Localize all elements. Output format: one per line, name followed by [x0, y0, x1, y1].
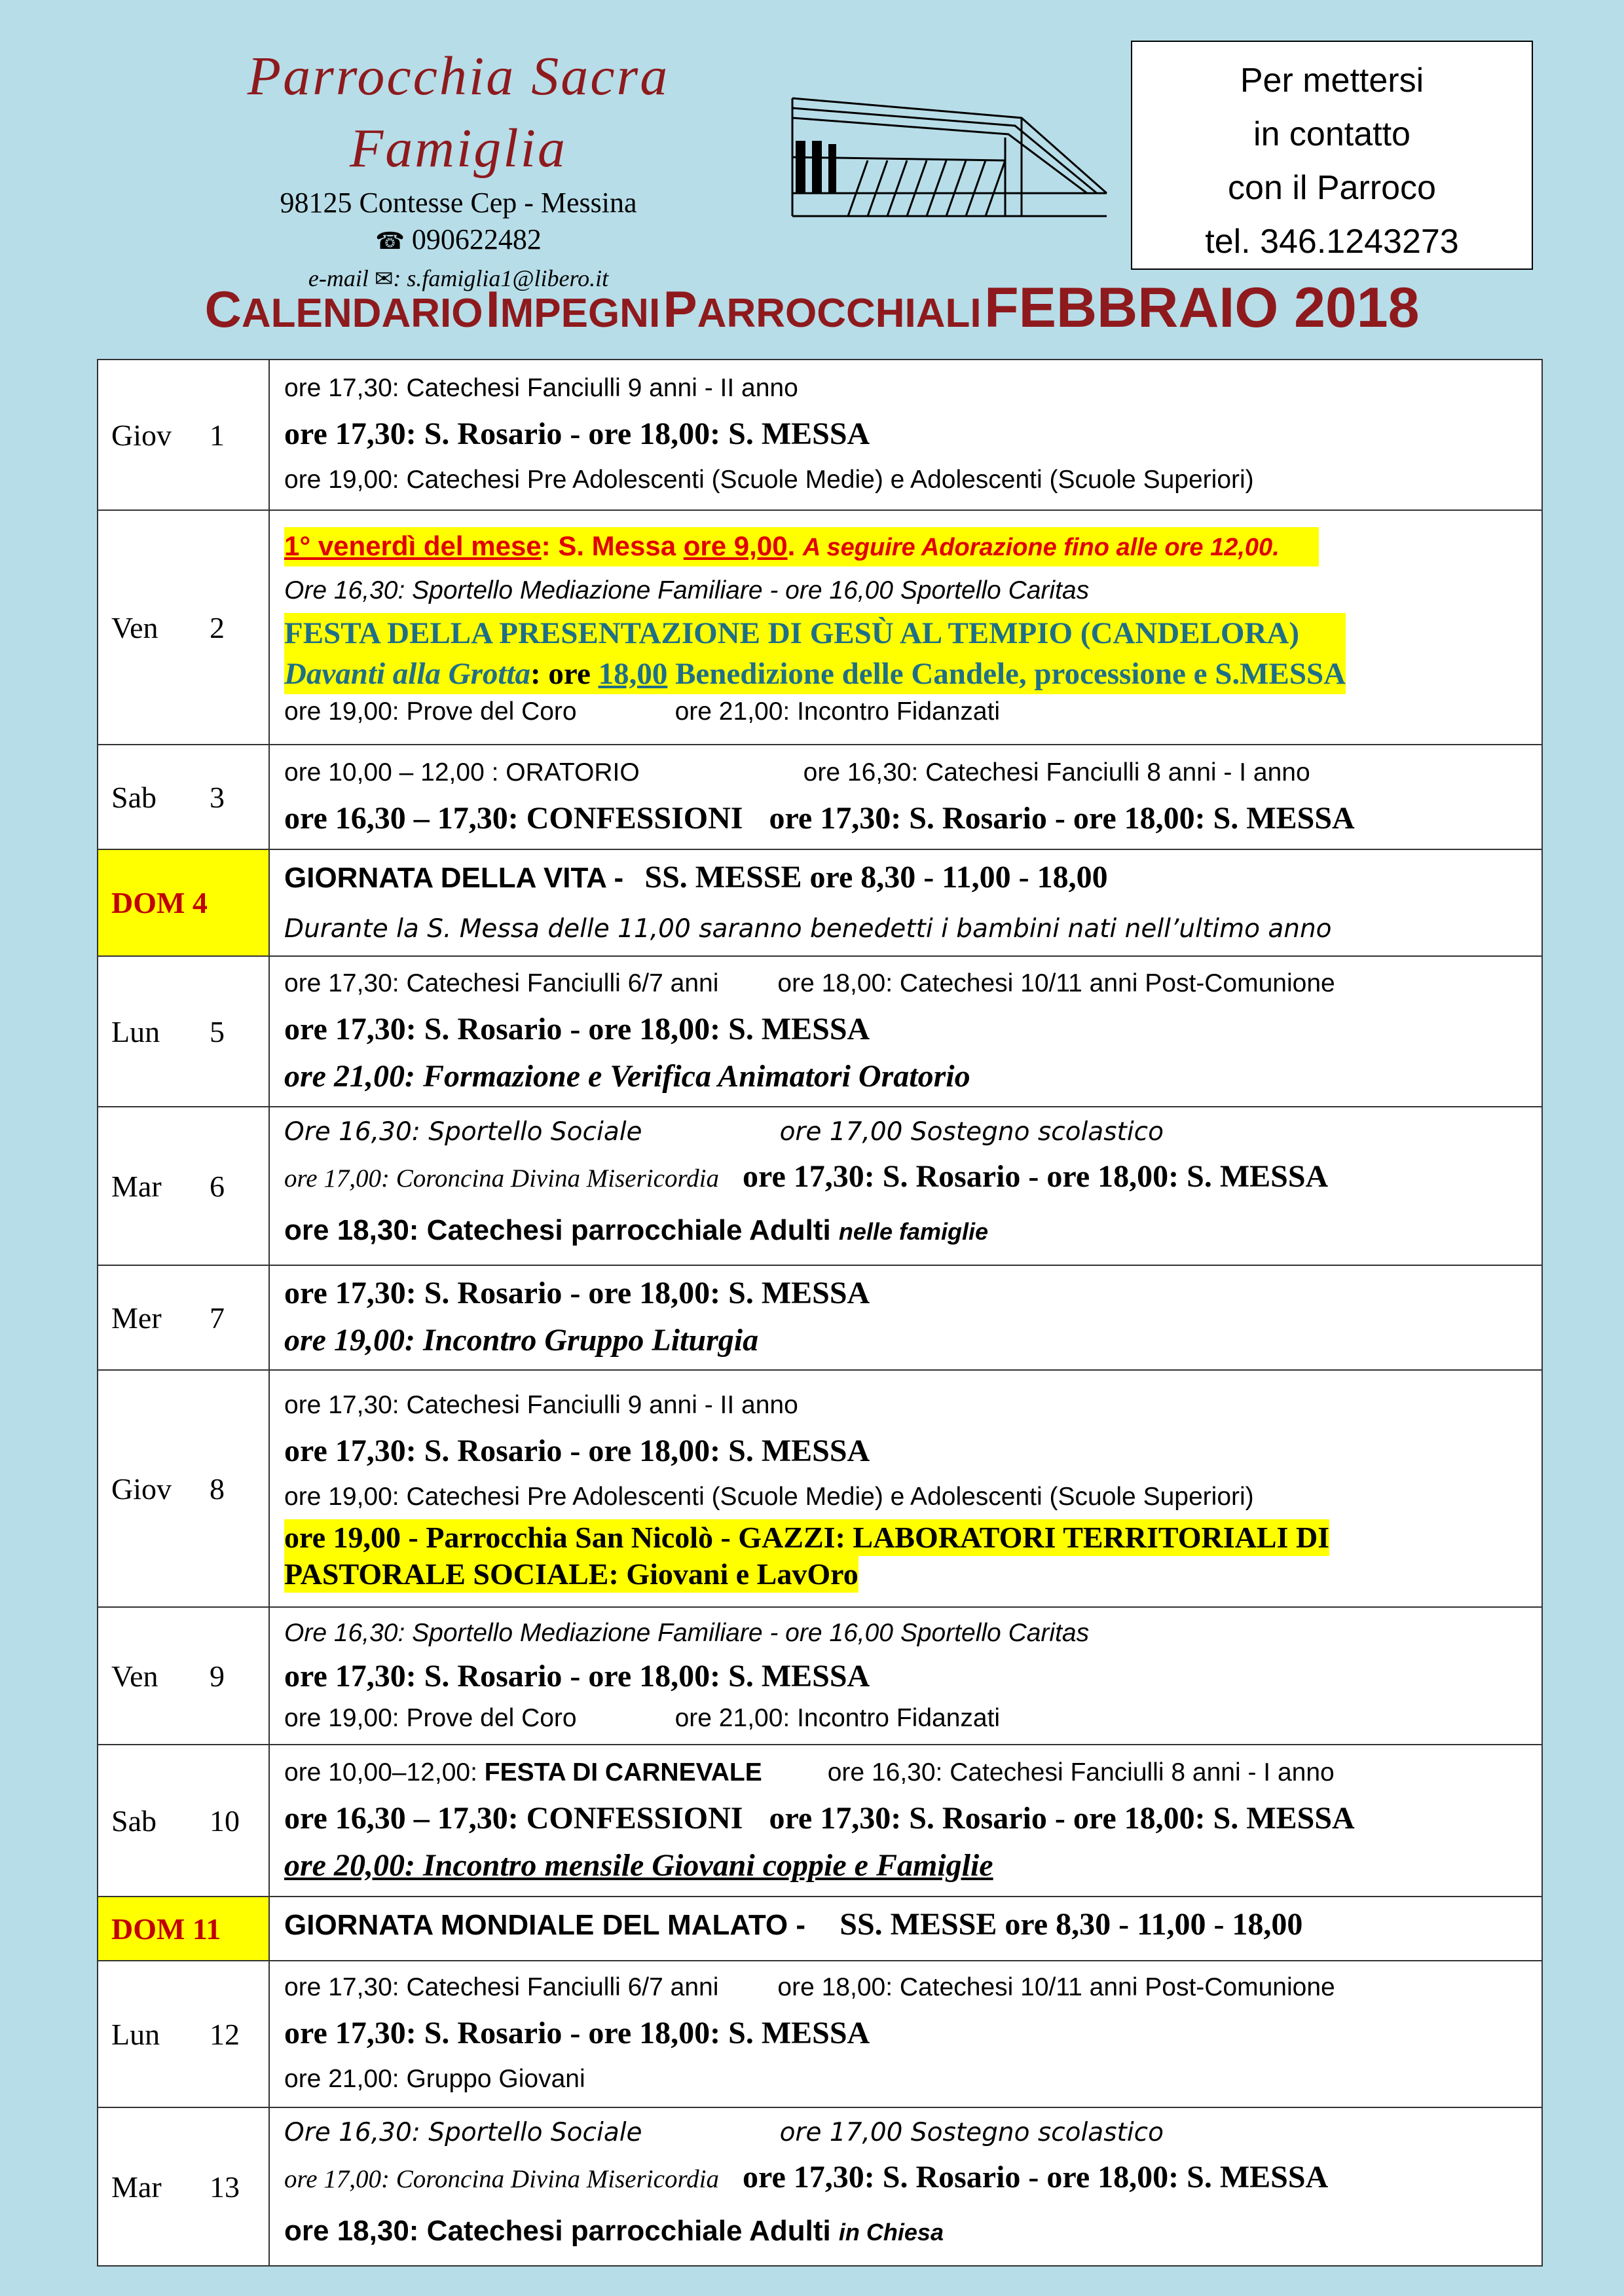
table-row: [98, 1897, 1542, 1961]
event-line: [284, 2112, 1530, 2154]
parish-address: 98125 Contesse Cep - Messina: [280, 187, 637, 219]
event-text: ore 17,00 Sostegno scolastico: [779, 1117, 1164, 1147]
event-line: PASTORALE SOCIALE: Giovani e LavOro: [284, 1556, 858, 1593]
event-text: ore 18,30: Catechesi parrocchiale Adulti: [284, 1214, 839, 1246]
events-cell: [269, 849, 1542, 956]
event-line: Ore 16,30: Sportello Mediazione Familiare - ore 16,00 Sportello Caritas: [284, 576, 1090, 604]
contact-line: con il Parroco: [1228, 169, 1436, 207]
title-part: P: [663, 280, 697, 338]
candelora-highlight: [284, 613, 1346, 694]
title-part: ARROCCHIALI: [697, 291, 982, 336]
contact-box: [1131, 41, 1533, 270]
event-text: ore 19,00: Prove del Coro: [284, 697, 577, 726]
events-cell: [269, 2107, 1542, 2266]
envelope-icon: ✉: [374, 266, 394, 292]
event-line: ore 20,00: Incontro mensile Giovani coppie e Famiglie: [284, 1848, 993, 1883]
event-text: ore 17,00: Coroncina Divina Misericordia: [284, 1164, 720, 1193]
parish-email: : s.famiglia1@libero.it: [393, 265, 609, 291]
event-line: [284, 1750, 1530, 1795]
table-row: [98, 1745, 1542, 1897]
event-text: : S. Messa: [541, 530, 684, 561]
day-name: Mar: [111, 1169, 162, 1203]
event-text: A seguire Adorazione fino alle ore 12,00.: [802, 534, 1280, 561]
day-name: Mar: [111, 2170, 162, 2204]
event-line: ore 21,00: Formazione e Verifica Animatori Oratorio: [284, 1059, 970, 1094]
day-name: Ven: [111, 1659, 158, 1693]
parish-phone: 090622482: [411, 223, 542, 255]
title-part: I: [485, 280, 500, 338]
event-text: ore 10,00 – 12,00 : ORATORIO: [284, 758, 640, 787]
day-name: Sab: [111, 1804, 157, 1838]
day-cell: [98, 1607, 269, 1745]
event-line: [284, 1795, 1530, 1842]
parish-phone-line: [170, 221, 747, 260]
event-text: SS. MESSE ore 8,30 - 11,00 - 18,00: [840, 1907, 1303, 1942]
event-text: ore 17,30: S. Rosario - ore 18,00: S. MESSA: [743, 1159, 1329, 1194]
parish-name: Parrocchia Sacra Famiglia: [247, 46, 670, 179]
event-line: [284, 694, 1530, 730]
event-line: ore 19,00: Catechesi Pre Adolescenti (Scuole Medie) e Adolescenti (Scuole Superiori): [284, 466, 1254, 494]
event-text: ore 16,30 – 17,30: CONFESSIONI: [284, 1801, 743, 1836]
event-line: [284, 2208, 1530, 2260]
phone-icon: ☎: [375, 228, 405, 255]
day-name: Sab: [111, 780, 157, 814]
table-row: [98, 510, 1542, 745]
table-row: [98, 360, 1542, 510]
event-text: FESTA DI CARNEVALE: [484, 1758, 762, 1787]
event-text: : ore: [530, 657, 599, 691]
event-text: in Chiesa: [838, 2219, 944, 2246]
day-number: 13: [210, 2170, 240, 2204]
church-building-drawing: [789, 79, 1110, 223]
event-text: nelle famiglie: [838, 1218, 988, 1245]
calendar-table: [97, 359, 1543, 2267]
day-number: 1: [210, 418, 225, 452]
contact-line: Per mettersi: [1240, 62, 1424, 100]
event-text: ore 18,00: Catechesi 10/11 anni Post-Comunione: [777, 969, 1335, 997]
event-text: ore 17,30: S. Rosario - ore 18,00: S. MESSA: [769, 1801, 1355, 1836]
event-text: 1° venerdì del mese: [284, 530, 542, 561]
event-text: GIORNATA MONDIALE DEL MALATO -: [284, 1909, 814, 1941]
event-line: [284, 654, 1346, 694]
event-line: ore 19,00: Catechesi Pre Adolescenti (Scuole Medie) e Adolescenti (Scuole Superiori): [284, 1483, 1254, 1511]
table-row: [98, 956, 1542, 1107]
event-line: ore 19,00: Incontro Gruppo Liturgia: [284, 1323, 759, 1358]
day-number: 5: [210, 1014, 225, 1048]
event-text: ore 16,30: Catechesi Fanciulli 8 anni - I anno: [803, 758, 1310, 787]
day-cell: [98, 745, 269, 849]
event-line: [284, 2154, 1530, 2208]
day-name: Lun: [111, 1014, 160, 1048]
event-line: ore 17,30: Catechesi Fanciulli 9 anni - II anno: [284, 374, 798, 402]
event-line: [284, 524, 1530, 568]
contact-line: in contatto: [1253, 115, 1411, 153]
event-line: ore 17,30: S. Rosario - ore 18,00: S. MESSA: [284, 417, 870, 451]
day-cell: [98, 1370, 269, 1607]
day-name: Lun: [111, 2017, 160, 2051]
event-text: ore 21,00: Incontro Fidanzati: [674, 1704, 1001, 1732]
events-cell: [269, 1607, 1542, 1745]
table-row: [98, 1961, 1542, 2107]
event-text: ore 17,30: S. Rosario - ore 18,00: S. MESSA: [743, 2160, 1329, 2194]
table-row: [98, 2107, 1542, 2266]
day-number: 3: [210, 780, 225, 814]
title-part: ALENDARIO: [241, 291, 483, 336]
table-row: [98, 1265, 1542, 1370]
event-line: [284, 1700, 1530, 1737]
event-line: [284, 1901, 1530, 1955]
day-number: 2: [210, 610, 225, 644]
event-text: .: [787, 530, 803, 561]
event-text: ore 17,00 Sostegno scolastico: [779, 2118, 1164, 2147]
event-line: ore 17,30: S. Rosario - ore 18,00: S. MESSA: [284, 1276, 870, 1310]
events-cell: [269, 510, 1542, 745]
event-text: ore 18,00: Catechesi 10/11 anni Post-Comunione: [777, 1973, 1335, 2001]
day-cell: [98, 1745, 269, 1897]
day-number: 8: [210, 1472, 225, 1506]
event-line: ore 17,30: S. Rosario - ore 18,00: S. MESSA: [284, 1659, 870, 1694]
table-row: [98, 1607, 1542, 1745]
event-text: ore 17,30: S. Rosario - ore 18,00: S. MESSA: [769, 801, 1355, 836]
event-text: ore 18,30: Catechesi parrocchiale Adulti: [284, 2215, 839, 2247]
day-number: 9: [210, 1659, 225, 1693]
event-text: SS. MESSE ore 8,30 - 11,00 - 18,00: [644, 860, 1108, 895]
day-number: 12: [210, 2017, 240, 2051]
event-text: S.MESSA: [1215, 657, 1346, 691]
events-cell: [269, 956, 1542, 1107]
events-cell: [269, 1961, 1542, 2107]
day-number: 10: [210, 1804, 240, 1838]
events-cell: [269, 745, 1542, 849]
event-text: 18,00: [598, 657, 668, 691]
table-row: [98, 1370, 1542, 1607]
contact-phone: tel. 346.1243273: [1205, 223, 1459, 261]
event-text: ore 19,00: Prove del Coro: [284, 1704, 577, 1732]
event-text: Davanti alla Grotta: [284, 657, 531, 691]
event-text: ore 17,30: Catechesi Fanciulli 6/7 anni: [284, 969, 719, 997]
event-line: ore 17,30: S. Rosario - ore 18,00: S. MESSA: [284, 1434, 870, 1468]
day-name: Mer: [111, 1301, 162, 1335]
day-cell: [98, 1107, 269, 1265]
events-cell: [269, 1107, 1542, 1265]
title-part: C: [204, 280, 242, 338]
day-number: 7: [210, 1301, 225, 1335]
event-text: ore 9,00: [683, 530, 788, 561]
event-line: [284, 1111, 1530, 1153]
day-name: Ven: [111, 610, 158, 644]
table-row: [98, 1107, 1542, 1265]
day-cell: [98, 956, 269, 1107]
day-cell: [98, 2107, 269, 2266]
event-text: ore 17,30: Catechesi Fanciulli 6/7 anni: [284, 1973, 719, 2001]
events-cell: [269, 360, 1542, 510]
event-line: [284, 1965, 1530, 2010]
event-line: ore 17,30: S. Rosario - ore 18,00: S. MESSA: [284, 1012, 870, 1046]
event-line: [284, 750, 1530, 795]
event-line: Ore 16,30: Sportello Mediazione Familiare - ore 16,00 Sportello Caritas: [284, 1619, 1090, 1647]
event-line: [284, 1153, 1530, 1208]
day-name: Giov: [111, 1472, 172, 1506]
table-row: [98, 849, 1542, 956]
day-cell: [98, 1961, 269, 2107]
event-line: ore 17,30: Catechesi Fanciulli 9 anni - II anno: [284, 1391, 798, 1419]
event-line: ore 21,00: Gruppo Giovani: [284, 2065, 585, 2093]
event-text: ore 10,00–12,00:: [284, 1758, 485, 1787]
event-line: [284, 961, 1530, 1006]
events-cell: [269, 1897, 1542, 1961]
event-text: ore 21,00: Incontro Fidanzati: [674, 697, 1001, 726]
event-text: Ore 16,30: Sportello Sociale: [284, 2118, 642, 2147]
event-text: GIORNATA DELLA VITA -: [284, 862, 632, 894]
day-name: Giov: [111, 418, 172, 452]
event-line: [284, 795, 1530, 842]
parish-header: [170, 41, 747, 297]
event-line: ore 19,00 - Parrocchia San Nicolò - GAZZI: LABORATORI TERRITORIALI DI: [284, 1519, 1329, 1556]
email-label: e-mail: [308, 265, 369, 291]
event-line: FESTA DELLA PRESENTAZIONE DI GESÙ AL TEMPIO (CANDELORA): [284, 616, 1300, 650]
events-cell: [269, 1265, 1542, 1370]
table-row: [98, 745, 1542, 849]
event-line: ore 17,30: S. Rosario - ore 18,00: S. MESSA: [284, 2016, 870, 2050]
event-line: [284, 854, 1530, 908]
event-text: Ore 16,30: Sportello Sociale: [284, 1117, 642, 1147]
event-text: ore 16,30 – 17,30: CONFESSIONI: [284, 801, 743, 836]
day-cell: [98, 510, 269, 745]
events-cell: [269, 1745, 1542, 1897]
event-text: ore 16,30: Catechesi Fanciulli 8 anni - I anno: [827, 1758, 1335, 1787]
title-month: FEBBRAIO 2018: [984, 276, 1420, 339]
event-line: Durante la S. Messa delle 11,00 saranno benedetti i bambini nati nell’ultimo anno: [284, 914, 1332, 944]
title-part: MPEGNI: [500, 291, 661, 336]
calendar-title: [0, 275, 1624, 357]
event-text: Benedizione delle Candele, processione e: [667, 657, 1215, 691]
event-line: [284, 1208, 1530, 1259]
event-text: ore 17,00: Coroncina Divina Misericordia: [284, 2165, 720, 2193]
day-cell: [98, 360, 269, 510]
day-cell: [98, 1265, 269, 1370]
events-cell: [269, 1370, 1542, 1607]
day-number: 6: [210, 1169, 225, 1203]
sunday-cell: DOM 11: [98, 1897, 269, 1961]
sunday-cell: DOM 4: [98, 849, 269, 956]
